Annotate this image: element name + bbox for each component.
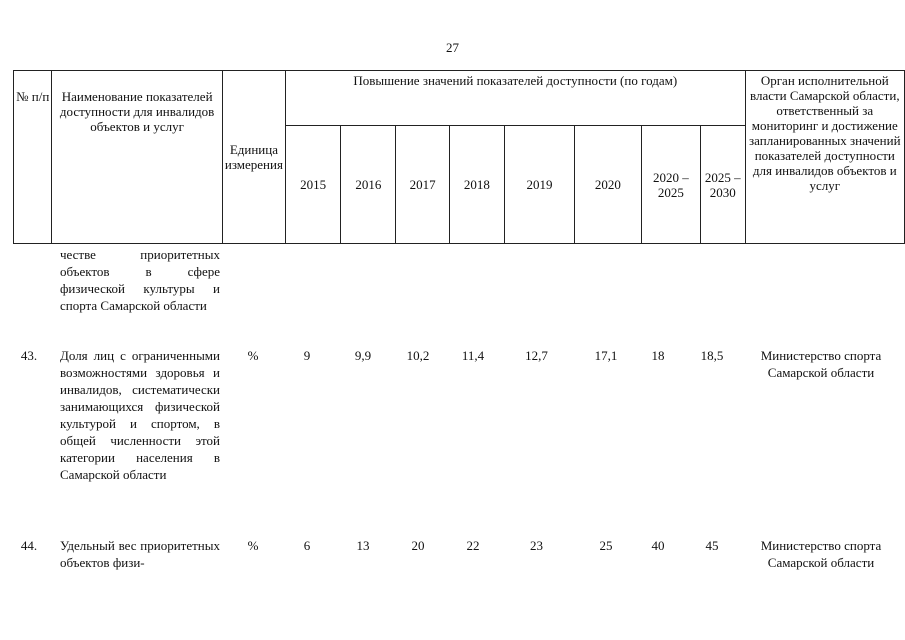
header-year: 2020: [574, 126, 641, 244]
row-org: Министерство спорта Самарской области: [760, 348, 882, 380]
header-year: 2020 – 2025: [641, 126, 700, 244]
row-org: Министерство спорта Самарской области: [760, 538, 882, 570]
row-value: 40: [651, 538, 665, 553]
row-value: 20: [411, 538, 425, 553]
row-value: 22: [466, 538, 480, 553]
row-name: Доля лиц с ограниченными возможностями здоровья и инвалидов, систематически занимающихся физической культурой и спортом, в общей численности этой категории населения в Самарской области: [60, 348, 220, 482]
row-value: 9,9: [354, 348, 372, 363]
row-value: 18,5: [700, 348, 724, 363]
row-value: 17,1: [594, 348, 618, 363]
row-number: 43.: [20, 348, 38, 363]
row-value: 23: [530, 538, 543, 553]
row-value: 25: [599, 538, 613, 553]
header-year: 2018: [449, 126, 504, 244]
row-value: 9: [303, 348, 311, 363]
row-value: 13: [356, 538, 370, 553]
row-number: 44.: [20, 538, 38, 553]
row-value: 45: [705, 538, 719, 553]
row-unit: %: [247, 538, 259, 553]
continuation-name: честве приоритетных объектов в сфере физической культуры и спорта Самарской области: [60, 247, 220, 313]
header-year: 2016: [341, 126, 396, 244]
header-year: 2015: [285, 126, 340, 244]
row-unit: %: [247, 348, 259, 363]
header-year: 2017: [396, 126, 449, 244]
header-name: Наименование показателей доступности для инвалидов объектов и услуг: [52, 71, 222, 244]
row-value: 18: [651, 348, 665, 363]
header-year: 2025 – 2030: [700, 126, 745, 244]
header-years-group: Повышение значений показателей доступности (по годам): [285, 71, 745, 126]
row-value: 10,2: [406, 348, 430, 363]
header-year: 2019: [505, 126, 575, 244]
header-unit: Единица измерения: [222, 71, 285, 244]
row-value: 12,7: [525, 348, 548, 363]
header-org: Орган исполнительной власти Самарской области, ответственный за мониторинг и достижение запланированных значений показателей доступности для инвалидов объектов и услуг: [745, 71, 904, 244]
header-num: № п/п: [14, 71, 52, 244]
table-header: [13, 70, 905, 244]
row-value: 6: [303, 538, 311, 553]
row-value: 11,4: [461, 348, 485, 363]
row-name: Удельный вес приоритетных объектов физи-: [60, 538, 220, 570]
page-number: 27: [446, 40, 459, 55]
